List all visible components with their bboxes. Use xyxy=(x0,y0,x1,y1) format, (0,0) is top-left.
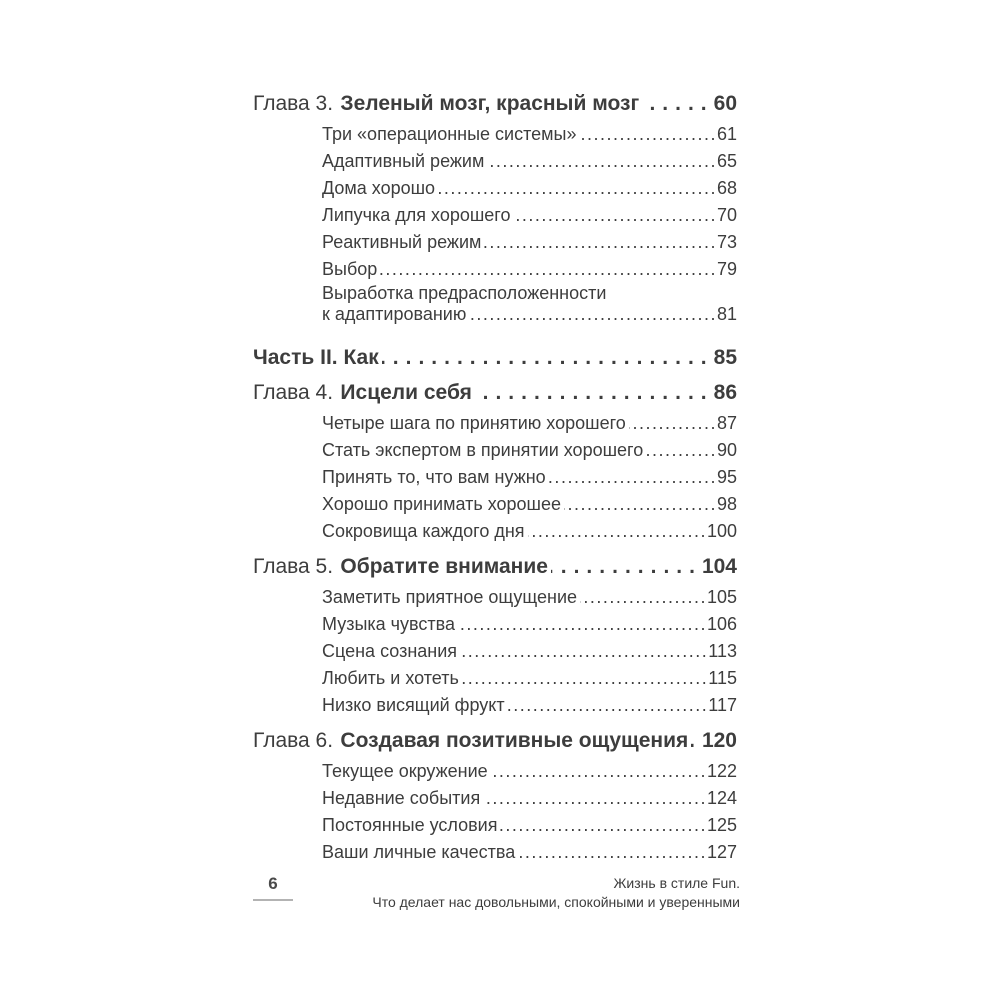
toc-item-row xyxy=(253,491,737,518)
chapter-prefix: Глава 3. xyxy=(253,92,334,115)
chapter-title: Создавая позитивные ощущения xyxy=(340,729,689,752)
dot-leader xyxy=(469,304,717,325)
item-page-number: 98 xyxy=(716,494,737,514)
item-title: Любить и хотеть xyxy=(322,668,459,688)
item-title: Низко висящий фрукт xyxy=(322,695,505,715)
folio-block xyxy=(253,874,293,901)
chapter-prefix: Глава 5. xyxy=(253,555,334,578)
toc-item-row xyxy=(253,148,737,175)
item-title: Ваши личные качества xyxy=(322,842,516,862)
toc-item-row xyxy=(253,584,737,611)
toc-item-row xyxy=(253,785,737,812)
dot-leader xyxy=(549,464,717,491)
dot-leader xyxy=(380,256,717,283)
toc-item-row xyxy=(253,175,737,202)
item-page-number: 90 xyxy=(716,440,737,460)
dot-leader xyxy=(580,121,717,148)
dot-leader xyxy=(458,611,707,638)
item-title: Липучка для хорошего xyxy=(322,205,511,225)
item-page-number: 113 xyxy=(708,641,737,661)
item-title: Сцена сознания xyxy=(322,641,458,661)
toc-item-row xyxy=(253,758,737,785)
item-page-number: 65 xyxy=(716,151,737,171)
item-title: Постоянные условия xyxy=(322,815,498,835)
item-page-number: 105 xyxy=(706,587,737,607)
item-page-number: 95 xyxy=(716,467,737,487)
item-page-number: 68 xyxy=(716,178,737,198)
toc-item-row xyxy=(253,437,737,464)
running-title xyxy=(372,874,740,911)
item-title: Текущее окружение xyxy=(322,761,488,781)
item-page-number: 87 xyxy=(716,413,737,433)
dot-leader xyxy=(475,379,714,406)
toc-item-row xyxy=(253,202,737,229)
dot-leader xyxy=(646,437,717,464)
item-page-number: 106 xyxy=(706,614,737,634)
item-title: Музыка чувства xyxy=(322,614,456,634)
toc-item-row xyxy=(253,665,737,692)
item-title-line2: к адаптированию xyxy=(322,304,467,324)
toc-chapter-row xyxy=(253,553,737,580)
running-title-line2: Что делает нас довольными, спокойными и уверенными xyxy=(372,893,740,910)
item-title: Три «операционные системы» xyxy=(322,124,577,144)
item-page-number: 70 xyxy=(716,205,737,225)
dot-leader xyxy=(580,584,707,611)
item-page-number: 124 xyxy=(706,788,737,808)
item-page-number: 122 xyxy=(706,761,737,781)
chapter-title: Обратите внимание xyxy=(340,555,548,578)
dot-leader xyxy=(483,785,707,812)
chapter-page-number: 120 xyxy=(701,729,737,752)
toc-item-row xyxy=(253,839,737,866)
toc-chapter-row xyxy=(253,379,737,406)
item-title: Адаптивный режим xyxy=(322,151,485,171)
dot-leader xyxy=(551,553,702,580)
dot-leader xyxy=(642,90,713,117)
toc-item-row xyxy=(253,464,737,491)
running-title-line1: Жизнь в стиле Fun. xyxy=(613,875,740,891)
chapter-prefix: Глава 4. xyxy=(253,381,334,404)
item-title: Выбор xyxy=(322,259,378,279)
dot-leader xyxy=(508,692,709,719)
chapter-page-number: 104 xyxy=(701,555,737,578)
item-page-number: 125 xyxy=(706,815,737,835)
dot-leader xyxy=(462,665,708,692)
dot-leader xyxy=(484,229,717,256)
item-page-number: 115 xyxy=(708,668,737,688)
toc-item-row xyxy=(253,256,737,283)
toc-item-row xyxy=(253,121,737,148)
dot-leader xyxy=(438,175,717,202)
item-title: Заметить приятное ощущение xyxy=(322,587,578,607)
dot-leader xyxy=(691,727,702,754)
toc-item-row xyxy=(253,638,737,665)
toc-item-row xyxy=(253,812,737,839)
dot-leader xyxy=(528,518,707,545)
chapter-title: Исцели себя xyxy=(340,381,472,404)
dot-leader xyxy=(564,491,717,518)
item-title: Стать экспертом в принятии хорошего xyxy=(322,440,644,460)
toc-item-two-line xyxy=(253,283,737,325)
item-page-number: 61 xyxy=(716,124,737,144)
chapter-prefix: Глава 6. xyxy=(253,729,334,752)
dot-leader xyxy=(487,148,717,175)
part-page-number: 85 xyxy=(713,346,737,369)
part-title: Часть II. Как xyxy=(253,346,379,369)
toc-item-row xyxy=(253,692,737,719)
toc-item-row xyxy=(253,229,737,256)
item-title: Четыре шага по принятию хорошего xyxy=(322,413,626,433)
toc-item-row xyxy=(253,611,737,638)
table-of-contents xyxy=(253,90,737,866)
dot-leader xyxy=(491,758,707,785)
toc-chapter-row xyxy=(253,727,737,754)
item-title: Дома хорошо xyxy=(322,178,436,198)
dot-leader xyxy=(500,812,706,839)
toc-item-row-line2 xyxy=(322,304,737,325)
dot-leader xyxy=(518,839,707,866)
item-page-number: 100 xyxy=(706,521,737,541)
chapter-page-number: 60 xyxy=(713,92,737,115)
item-title: Недавние события xyxy=(322,788,481,808)
item-title: Сокровища каждого дня xyxy=(322,521,525,541)
item-title: Принять то, что вам нужно xyxy=(322,467,546,487)
chapter-page-number: 86 xyxy=(713,381,737,404)
toc-chapter-row xyxy=(253,90,737,117)
dot-leader xyxy=(629,410,717,437)
toc-item-row-line1 xyxy=(322,283,737,304)
item-page-number: 81 xyxy=(716,304,737,324)
chapter-title: Зеленый мозг, красный мозг xyxy=(340,92,640,115)
folio-page-number: 6 xyxy=(268,874,278,893)
toc-part-row xyxy=(253,344,737,371)
item-page-number: 73 xyxy=(716,232,737,252)
dot-leader xyxy=(514,202,717,229)
folio-rule xyxy=(253,899,293,901)
item-title: Хорошо принимать хорошее xyxy=(322,494,562,514)
toc-item-row xyxy=(253,410,737,437)
item-title: Реактивный режим xyxy=(322,232,482,252)
item-title-line1: Выработка предрасположенности xyxy=(322,283,607,303)
item-page-number: 127 xyxy=(706,842,737,862)
item-page-number: 117 xyxy=(708,695,737,715)
toc-item-row xyxy=(253,518,737,545)
dot-leader xyxy=(460,638,708,665)
page-footer xyxy=(253,874,740,911)
dot-leader xyxy=(382,344,714,371)
item-page-number: 79 xyxy=(716,259,737,279)
